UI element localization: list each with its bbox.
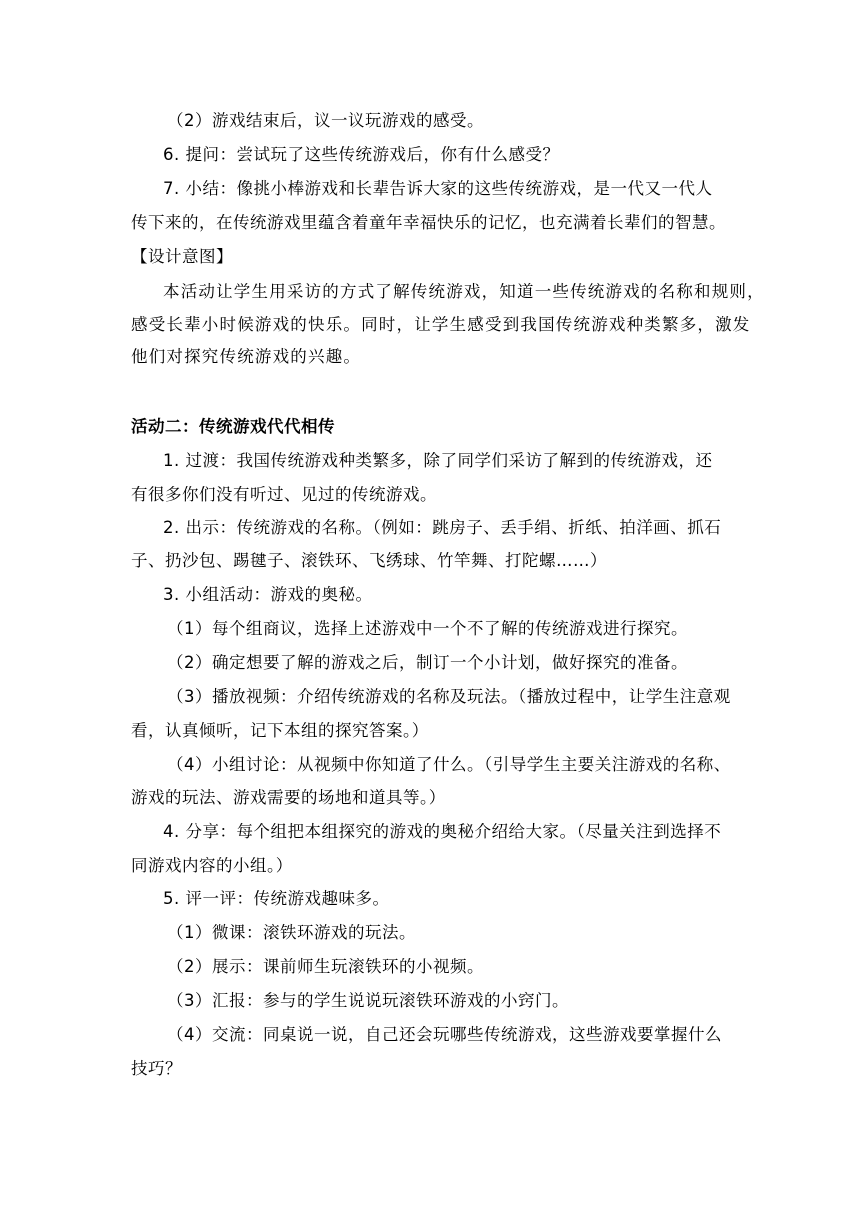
text-line: 6. 提问：尝试玩了这些传统游戏后，你有什么感受？ (163, 145, 560, 164)
text-line: 技巧？ (131, 1059, 182, 1078)
text-line: 2. 出示：传统游戏的名称。（例如：跳房子、丢手绢、折纸、拍洋画、抓石 (163, 518, 722, 537)
text-line: 1. 过渡：我国传统游戏种类繁多，除了同学们采访了解到的传统游戏，还 (163, 451, 713, 470)
text-line: 有很多你们没有听过、见过的传统游戏。 (131, 485, 437, 504)
text-line: （2）展示：课前师生玩滚铁环的小视频。 (167, 957, 484, 976)
text-line: 4. 分享：每个组把本组探究的游戏的奥秘介绍给大家。（尽量关注到选择不 (163, 822, 722, 841)
text-line: （4）小组讨论：从视频中你知道了什么。（引导学生主要关注游戏的名称、 (167, 755, 731, 774)
text-line: 子、扔沙包、踢毽子、滚铁环、飞绣球、竹竿舞、打陀螺……） (131, 551, 607, 570)
text-line: 本活动让学生用采访的方式了解传统游戏，知道一些传统游戏的名称和规则， (163, 282, 765, 301)
text-line: 7. 小结：像挑小棒游戏和长辈告诉大家的这些传统游戏，是一代又一代人 (163, 179, 713, 198)
text-line: 同游戏内容的小组。） (131, 856, 293, 875)
text-line: （2）确定想要了解的游戏之后，制订一个小计划，做好探究的准备。 (167, 653, 688, 672)
section-heading: 【设计意图】 (131, 247, 233, 266)
text-line: 感受长辈小时候游戏的快乐。同时，让学生感受到我国传统游戏种类繁多，激发 (131, 315, 751, 334)
text-line: 传下来的，在传统游戏里蕴含着童年幸福快乐的记忆，也充满着长辈们的智慧。 (131, 213, 726, 232)
text-line: 5. 评一评：传统游戏趣味多。 (163, 889, 390, 908)
text-line: （4）交流：同桌说一说，自己还会玩哪些传统游戏，这些游戏要掌握什么 (167, 1025, 722, 1044)
text-line: 他们对探究传统游戏的兴趣。 (131, 347, 362, 366)
text-line: 看，认真倾听，记下本组的探究答案。） (131, 721, 429, 740)
text-line: 游戏的玩法、游戏需要的场地和道具等。） (131, 788, 446, 807)
activity-heading: 活动二：传统游戏代代相传 (131, 417, 335, 436)
text-line: （3）汇报：参与的学生说说玩滚铁环游戏的小窍门。 (167, 991, 569, 1010)
text-line: （2）游戏结束后，议一议玩游戏的感受。 (167, 111, 484, 130)
text-line: （3）播放视频：介绍传统游戏的名称及玩法。（播放过程中，让学生注意观 (167, 687, 731, 706)
text-line: （1）微课：滚铁环游戏的玩法。 (167, 923, 416, 942)
text-line: 3. 小组活动：游戏的奥秘。 (163, 585, 373, 604)
text-line: （1）每个组商议，选择上述游戏中一个不了解的传统游戏进行探究。 (167, 619, 688, 638)
